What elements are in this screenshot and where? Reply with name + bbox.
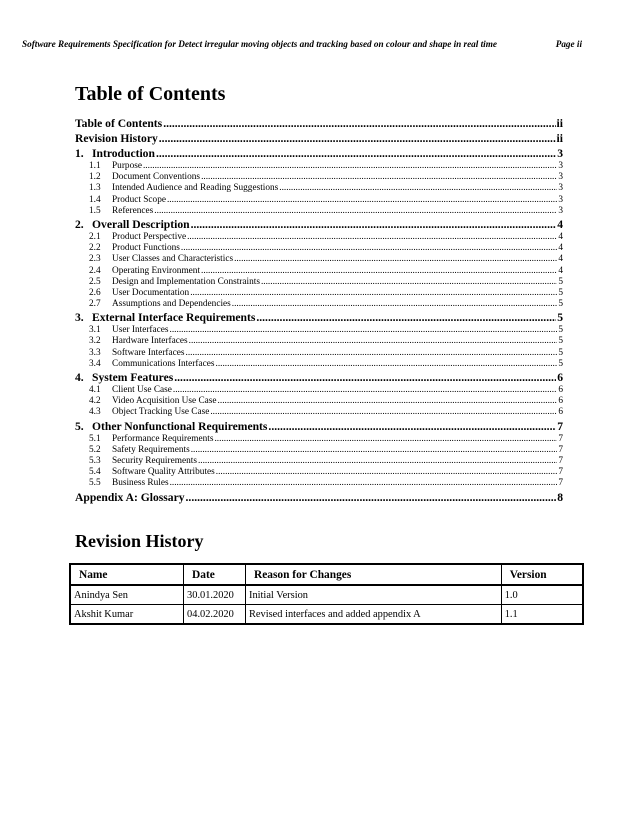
toc-entry-title: System Features (92, 371, 174, 384)
toc-entry-title: References (112, 205, 154, 216)
cell-reason: Initial Version (246, 585, 502, 605)
toc-dot-leader (191, 217, 557, 232)
toc-dot-leader (186, 490, 557, 505)
toc-entry-title: Operating Environment (112, 265, 201, 276)
toc-entry-number: 2.6 (89, 287, 101, 298)
header-title: Software Requirements Specification for Detect irregular moving objects and tracking based on colour and shape in real time (22, 39, 497, 49)
toc-entry[interactable] (75, 490, 563, 505)
cell-date: 30.01.2020 (184, 585, 246, 605)
toc-entry-title: Performance Requirements (112, 433, 214, 444)
toc-dot-leader (216, 467, 558, 478)
header-page-number: Page ii (555, 39, 582, 49)
cell-date: 04.02.2020 (184, 605, 246, 625)
toc-entry-number: 2.4 (89, 265, 101, 276)
toc-entry[interactable] (75, 456, 563, 467)
revision-history-table (69, 563, 584, 625)
toc-dot-leader (279, 183, 557, 194)
toc-entry-number: 1. (75, 147, 84, 160)
toc-dot-leader (234, 254, 557, 265)
toc-entry[interactable] (75, 299, 563, 310)
toc-entry[interactable] (75, 370, 563, 385)
toc-entry-title: Software Quality Attributes (112, 467, 215, 478)
toc-entry[interactable] (75, 467, 563, 478)
toc-entry-number: 2.3 (89, 254, 101, 265)
toc-entry-title: Client Use Case (112, 385, 172, 395)
cell-version: 1.1 (501, 605, 583, 625)
table-header-row (70, 564, 583, 585)
toc-entry-number: 4.2 (89, 396, 101, 407)
toc-entry-page: 6 (558, 385, 563, 395)
table-row (70, 585, 583, 605)
toc-entry[interactable] (75, 288, 563, 299)
toc-entry-number: 4.1 (89, 385, 101, 395)
toc-entry[interactable] (75, 161, 563, 172)
toc-entry-page: 4 (558, 231, 563, 242)
toc-dot-leader (216, 359, 558, 370)
toc-entry-number: 4.3 (89, 407, 101, 418)
toc-entry-page: 8 (557, 490, 563, 504)
toc-entry[interactable] (75, 243, 563, 254)
toc-entry[interactable] (75, 131, 563, 146)
toc-entry-number: 3.4 (89, 358, 101, 369)
toc-dot-leader (191, 445, 558, 456)
toc-entry-page: 5 (558, 325, 563, 336)
toc-dot-leader (214, 434, 557, 445)
toc-entry[interactable] (75, 434, 563, 445)
toc-entry-page: 3 (558, 183, 563, 194)
toc-entry-page: 5 (558, 358, 563, 369)
toc-entry-title: Business Rules (112, 478, 169, 489)
toc-entry-page: 5 (557, 311, 563, 325)
toc-dot-leader (143, 161, 557, 172)
toc-entry-page: 5 (558, 287, 563, 298)
toc-entry-page: 6 (557, 371, 563, 384)
toc-entry-page: 7 (558, 433, 563, 444)
toc-dot-leader (170, 478, 558, 489)
toc-entry[interactable] (75, 266, 563, 277)
toc-entry[interactable] (75, 407, 563, 418)
toc-dot-leader (201, 172, 557, 183)
toc-entry-title: Safety Requirements (112, 444, 190, 455)
toc-entry-page: 3 (558, 205, 563, 216)
toc-entry-number: 2.1 (89, 231, 101, 242)
toc-entry[interactable] (75, 359, 563, 370)
revision-history-heading: Revision History (75, 531, 204, 551)
table-row (70, 605, 583, 625)
toc-entry-page: 6 (558, 396, 563, 407)
toc-dot-leader (201, 266, 557, 277)
toc-entry-title: Object Tracking Use Case (112, 407, 210, 418)
toc-dot-leader (189, 336, 558, 347)
toc-entry-title: Intended Audience and Reading Suggestions (112, 183, 279, 194)
toc-entry-page: 5 (558, 336, 563, 347)
toc-entry[interactable] (75, 336, 563, 347)
toc-entry-page: 3 (558, 194, 563, 205)
toc-entry[interactable] (75, 254, 563, 265)
toc-entry-page: 5 (558, 299, 563, 310)
toc-entry-page: 3 (557, 147, 563, 160)
toc-entry-number: 1.5 (89, 205, 101, 216)
toc-dot-leader (198, 456, 557, 467)
toc-entry-title: Product Functions (112, 243, 180, 254)
toc-entry[interactable] (75, 478, 563, 489)
toc-dot-leader (268, 419, 556, 434)
column-header-version: Version (501, 564, 583, 585)
toc-entry-title: Product Scope (112, 194, 166, 205)
toc-entry[interactable] (75, 217, 563, 232)
toc-entry-number: 1.1 (89, 161, 101, 171)
cell-name: Anindya Sen (70, 585, 184, 605)
column-header-reason: Reason for Changes (246, 564, 502, 585)
toc-entry-title: Product Perspective (112, 231, 187, 242)
toc-entry-page: 7 (557, 419, 563, 433)
toc-entry-page: 6 (558, 407, 563, 418)
toc-entry-title: Hardware Interfaces (112, 336, 188, 347)
toc-entry-number: 2.7 (89, 299, 101, 310)
toc-entry[interactable] (75, 310, 563, 325)
toc-entry[interactable] (75, 232, 563, 243)
toc-entry-number: 2.2 (89, 243, 101, 254)
toc-entry-page: 4 (558, 265, 563, 276)
toc-entry-number: 3.3 (89, 347, 101, 358)
toc-entry-number: 1.3 (89, 183, 101, 194)
toc-dot-leader (159, 131, 556, 146)
toc-entry-number: 5.2 (89, 444, 101, 455)
toc-entry-number: 2.5 (89, 276, 101, 287)
toc-entry-title: Design and Implementation Constraints (112, 276, 260, 287)
toc-dot-leader (156, 146, 556, 161)
column-header-date: Date (184, 564, 246, 585)
toc-dot-leader (186, 348, 558, 359)
toc-entry[interactable] (75, 385, 563, 396)
toc-dot-leader (173, 385, 557, 396)
toc-entry[interactable] (75, 445, 563, 456)
toc-entry-number: 5.4 (89, 467, 101, 478)
toc-entry-title: Video Acquisition Use Case (112, 396, 217, 407)
toc-dot-leader (181, 243, 557, 254)
toc-entry-title: Assumptions and Dependencies (112, 299, 231, 310)
toc-dot-leader (170, 325, 558, 336)
toc-entry-page: 7 (558, 467, 563, 478)
toc-dot-leader (256, 310, 556, 325)
toc-entry-number: 5.3 (89, 455, 101, 466)
toc-entry-title: Software Interfaces (112, 347, 185, 358)
toc-entry[interactable] (75, 277, 563, 288)
toc-entry-page: 4 (558, 254, 563, 265)
toc-entry-page: 5 (558, 347, 563, 358)
toc-entry[interactable] (75, 146, 563, 161)
toc-entry-number: 1.4 (89, 194, 101, 205)
toc-entry-page: 4 (557, 217, 563, 231)
toc-entry-title: Revision History (75, 132, 158, 145)
toc-dot-leader (187, 232, 557, 243)
toc-entry[interactable] (75, 116, 563, 131)
toc-entry[interactable] (75, 348, 563, 359)
toc-entry-title: User Classes and Characteristics (112, 254, 234, 265)
toc-entry-number: 3.2 (89, 336, 101, 347)
toc-entry-title: User Interfaces (112, 325, 169, 336)
toc-entry-page: ii (556, 117, 563, 130)
toc-dot-leader (190, 288, 557, 299)
toc-entry-page: 7 (558, 478, 563, 489)
toc-entry[interactable] (75, 183, 563, 194)
toc-entry-page: 5 (558, 276, 563, 287)
toc-dot-leader (261, 277, 557, 288)
toc-entry-number: 3. (75, 311, 84, 325)
toc-dot-leader (218, 396, 558, 407)
toc-entry-page: 7 (558, 444, 563, 455)
toc-entry-title: Other Nonfunctional Requirements (92, 419, 268, 433)
table-of-contents (75, 116, 563, 505)
toc-entry[interactable] (75, 206, 563, 217)
toc-dot-leader (167, 195, 557, 206)
cell-version: 1.0 (501, 585, 583, 605)
toc-dot-leader (154, 206, 557, 217)
toc-entry-title: User Documentation (112, 287, 190, 298)
toc-entry[interactable] (75, 325, 563, 336)
toc-entry-page: 3 (558, 161, 563, 171)
toc-entry-page: 3 (558, 172, 563, 183)
page-header (22, 38, 582, 50)
toc-entry-number: 4. (75, 371, 84, 384)
toc-entry-title: External Interface Requirements (92, 311, 256, 325)
toc-dot-leader (210, 407, 557, 418)
toc-entry[interactable] (75, 195, 563, 206)
toc-entry[interactable] (75, 172, 563, 183)
toc-dot-leader (232, 299, 558, 310)
cell-reason: Revised interfaces and added appendix A (246, 605, 502, 625)
toc-heading: Table of Contents (75, 83, 226, 105)
toc-entry-title: Overall Description (92, 217, 190, 231)
toc-entry-number: 5. (75, 419, 84, 433)
toc-entry[interactable] (75, 419, 563, 434)
toc-entry-title: Appendix A: Glossary (75, 490, 185, 504)
cell-name: Akshit Kumar (70, 605, 184, 625)
toc-dot-leader (163, 116, 555, 131)
toc-entry-page: 4 (558, 243, 563, 254)
toc-entry-title: Document Conventions (112, 172, 201, 183)
toc-entry-title: Table of Contents (75, 117, 163, 130)
toc-entry[interactable] (75, 396, 563, 407)
toc-entry-number: 5.5 (89, 478, 101, 489)
toc-entry-number: 5.1 (89, 433, 101, 444)
toc-entry-title: Security Requirements (112, 455, 197, 466)
toc-dot-leader (174, 370, 556, 385)
toc-entry-title: Purpose (112, 161, 142, 171)
toc-entry-number: 1.2 (89, 172, 101, 183)
toc-entry-page: ii (556, 132, 563, 145)
toc-entry-page: 7 (558, 455, 563, 466)
toc-entry-number: 3.1 (89, 325, 101, 336)
toc-entry-title: Communications Interfaces (112, 358, 215, 369)
toc-entry-title: Introduction (92, 147, 155, 160)
column-header-name: Name (70, 564, 184, 585)
toc-entry-number: 2. (75, 217, 84, 231)
